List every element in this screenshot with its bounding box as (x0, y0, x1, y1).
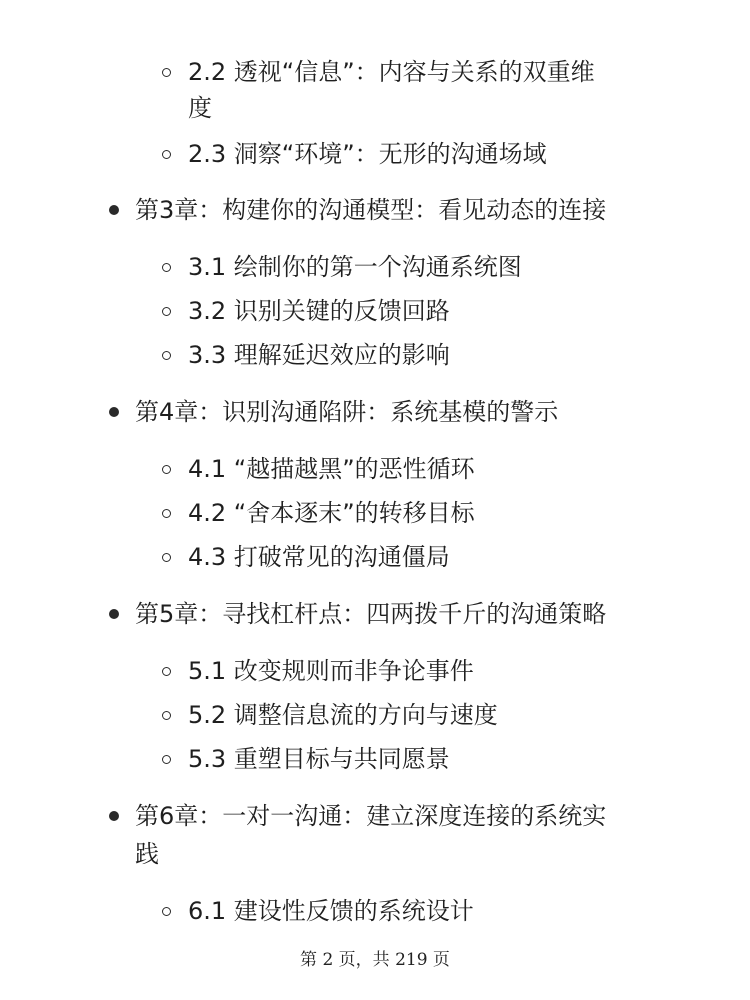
toc-item-4-3: 4.3 打破常见的沟通僵局 (188, 543, 450, 571)
circle-bullet-icon (162, 150, 171, 159)
disc-bullet-icon (109, 811, 119, 821)
circle-bullet-icon (162, 307, 171, 316)
circle-bullet-icon (162, 509, 171, 518)
toc-item-5-2: 5.2 调整信息流的方向与速度 (188, 701, 498, 729)
toc-item-6-1: 6.1 建设性反馈的系统设计 (188, 897, 474, 925)
toc-chapter-4: 第4章：识别沟通陷阱：系统基模的警示 (135, 398, 559, 426)
toc-item-2-3: 2.3 洞察“环境”：无形的沟通场域 (188, 140, 547, 168)
toc-item-3-2: 3.2 识别关键的反馈回路 (188, 297, 450, 325)
toc-item-4-2: 4.2 “舍本逐末”的转移目标 (188, 499, 475, 527)
toc-item-2-2-line1: 2.2 透视“信息”：内容与关系的双重维 (188, 58, 595, 86)
toc-item-3-3: 3.3 理解延迟效应的影响 (188, 341, 450, 369)
toc-item-5-1: 5.1 改变规则而非争论事件 (188, 657, 474, 685)
circle-bullet-icon (162, 68, 171, 77)
circle-bullet-icon (162, 351, 171, 360)
circle-bullet-icon (162, 907, 171, 916)
circle-bullet-icon (162, 263, 171, 272)
circle-bullet-icon (162, 465, 171, 474)
disc-bullet-icon (109, 609, 119, 619)
page-number-footer: 第 2 页，共 219 页 (300, 950, 450, 970)
toc-item-3-1: 3.1 绘制你的第一个沟通系统图 (188, 253, 522, 281)
circle-bullet-icon (162, 553, 171, 562)
toc-item-5-3: 5.3 重塑目标与共同愿景 (188, 745, 450, 773)
circle-bullet-icon (162, 755, 171, 764)
toc-chapter-6-line2: 践 (135, 840, 159, 868)
toc-item-4-1: 4.1 “越描越黑”的恶性循环 (188, 455, 475, 483)
circle-bullet-icon (162, 711, 171, 720)
toc-chapter-3: 第3章：构建你的沟通模型：看见动态的连接 (135, 196, 607, 224)
toc-chapter-5: 第5章：寻找杠杆点：四两拨千斤的沟通策略 (135, 600, 607, 628)
circle-bullet-icon (162, 667, 171, 676)
toc-item-2-2-line2: 度 (188, 94, 212, 122)
disc-bullet-icon (109, 205, 119, 215)
toc-chapter-6-line1: 第6章：一对一沟通：建立深度连接的系统实 (135, 802, 607, 830)
disc-bullet-icon (109, 407, 119, 417)
